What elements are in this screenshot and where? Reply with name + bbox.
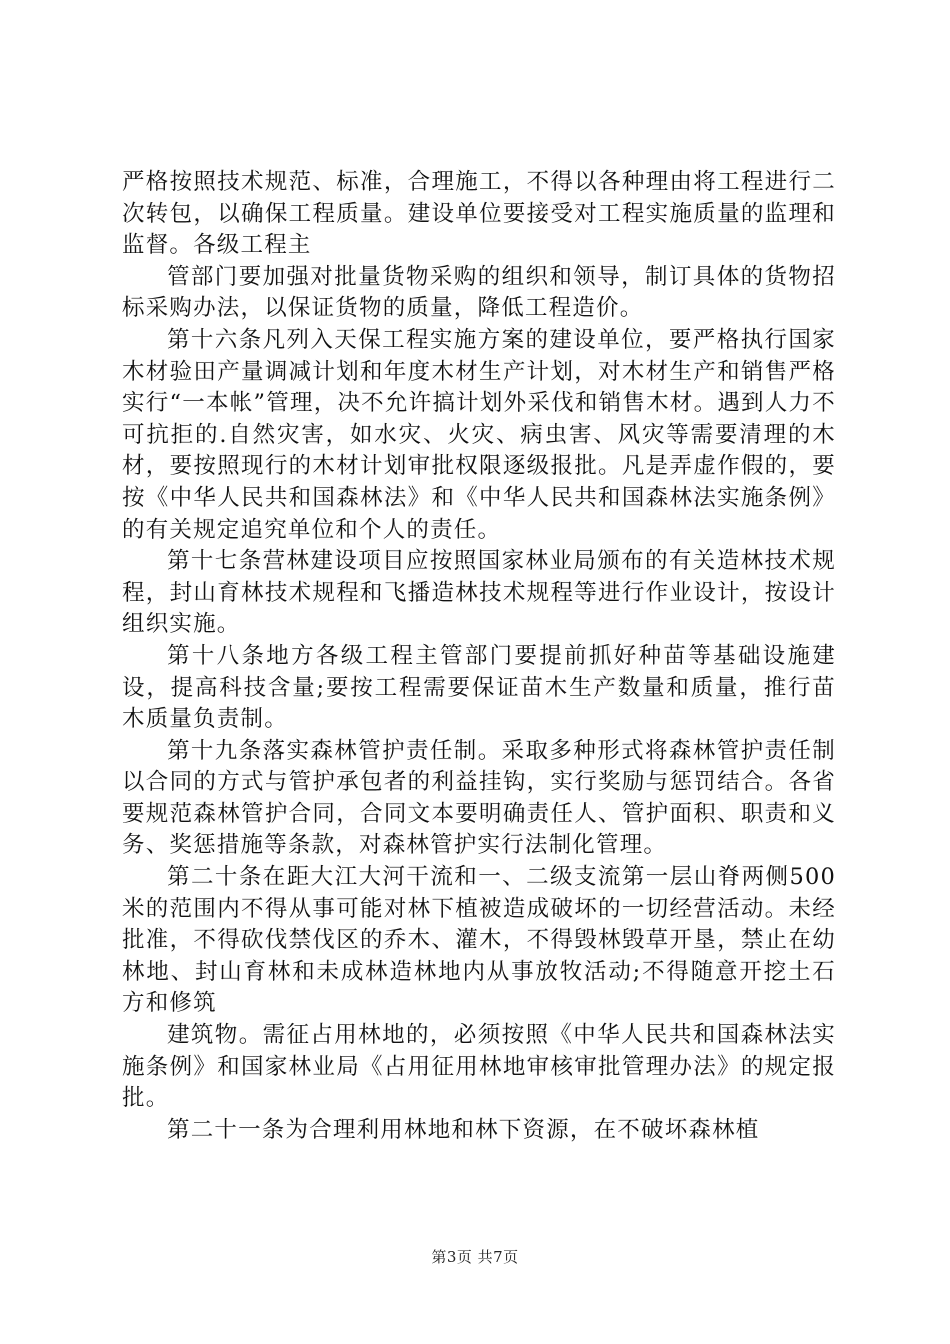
page-footer: 第3页 共7页: [431, 1248, 519, 1266]
document-body: [122, 167, 836, 1146]
paragraph: 第十九条落实森林管护责任制。采取多种形式将森林管护责任制以合同的方式与管护承包者的利益挂钩，实行奖励与惩罚结合。各省要规范森林管护合同，合同文本要明确责任人、管护面积、职责和义务、奖惩措施等条款，对森林管护实行法制化管理。: [122, 737, 836, 859]
paragraph: 严格按照技术规范、标准，合理施工，不得以各种理由将工程进行二次转包，以确保工程质量。建设单位要接受对工程实施质量的监理和监督。各级工程主: [122, 169, 836, 259]
paragraph: 第十八条地方各级工程主管部门要提前抓好种苗等基础设施建设，提高科技含量;要按工程需要保证苗木生产数量和质量，推行苗木质量负责制。: [122, 642, 836, 733]
paragraph: 第二十条在距大江大河干流和一、二级支流第一层山脊两侧500米的范围内不得从事可能对林下植被造成破坏的一切经营活动。未经批准，不得砍伐禁伐区的乔木、灌木，不得毁林毁草开垦，禁止在幼林地、封山育林和未成林造林地内从事放牧活动;不得随意开挖土石方和修筑: [122, 864, 836, 1017]
paragraph: 第二十一条为合理利用林地和林下资源，在不破坏森林植: [167, 1116, 760, 1143]
paragraph: 第十六条凡列入天保工程实施方案的建设单位，要严格执行国家木材验田产量调减计划和年度木材生产计划，对木材生产和销售严格实行“一本帐”管理，决不允许搞计划外采伐和销售木材。遇到人力不可抗拒的.自然灾害，如水灾、火灾、病虫害、风灾等需要清理的木材，要按照现行的木材计划审批权限逐级报批。凡是弄虚作假的，要按《中华人民共和国森林法》和《中华人民共和国森林法实施条例》的有关规定追究单位和个人的责任。: [122, 326, 836, 543]
paragraph: 管部门要加强对批量货物采购的组织和领导，制订具体的货物招标采购办法，以保证货物的质量，降低工程造价。: [122, 263, 836, 322]
paragraph: 第十七条营林建设项目应按照国家林业局颁布的有关造林技术规程，封山育林技术规程和飞播造林技术规程等进行作业设计，按设计组织实施。: [122, 548, 836, 638]
paragraph: 建筑物。需征占用林地的，必须按照《中华人民共和国森林法实施条例》和国家林业局《占用征用林地审核审批管理办法》的规定报批。: [122, 1022, 836, 1112]
